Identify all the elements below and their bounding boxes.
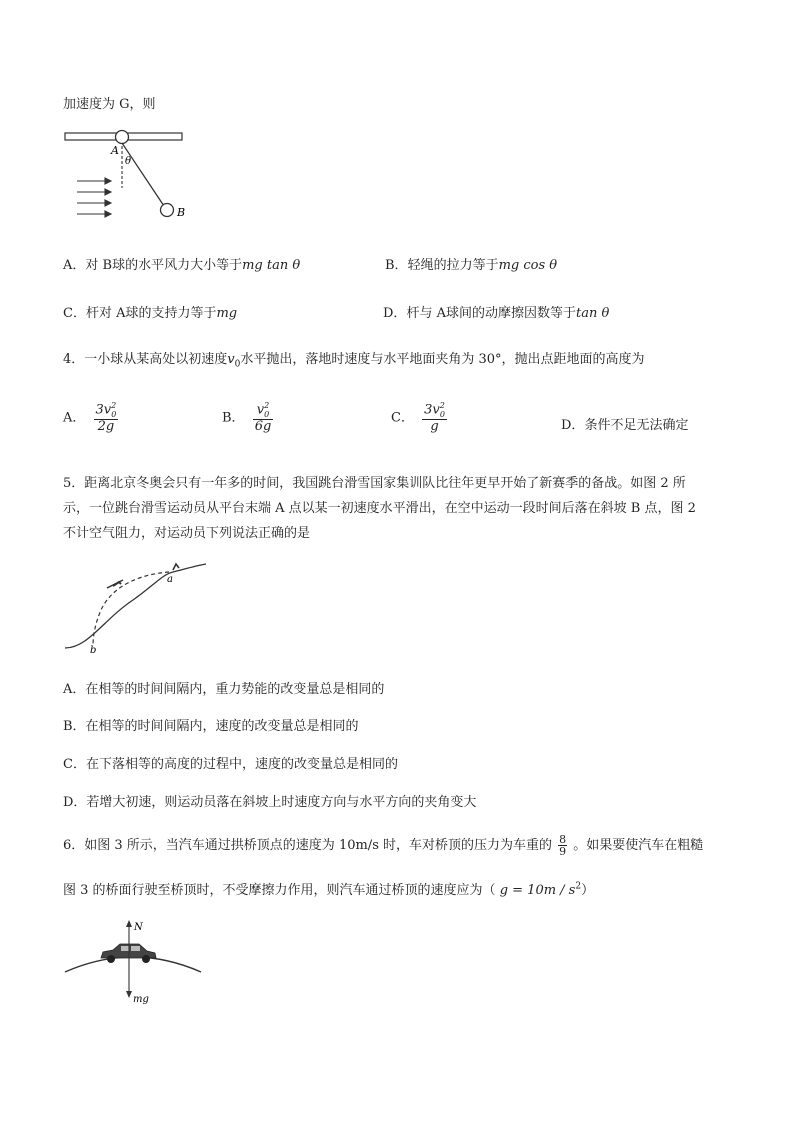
label-b: B: [177, 206, 186, 219]
q4-stem: 4．一小球从某高处以初速度$v_0$水平抛出，落地时速度与水平地面夹角为 30°，抛出点距地面的高度为: [63, 352, 645, 370]
label-theta: θ: [125, 156, 132, 167]
light-string: [122, 143, 166, 209]
label-b: b: [90, 645, 97, 654]
q3-figure: [62, 126, 192, 222]
q4-option-d: D．条件不足无法确定: [561, 418, 689, 433]
q3-option-a: A．对 B球的水平风力大小等于mg tan θ: [63, 258, 301, 273]
q6-line-2: 图 3 的桥面行驶至桥顶时，不受摩擦力作用，则汽车通过桥顶的速度应为（ $g = 10m / s^2$）: [63, 881, 595, 898]
q3-option-b: B．轻绳的拉力等于mg cos θ: [385, 258, 558, 273]
q5-option-a: A．在相等的时间间隔内，重力势能的改变量总是相同的: [63, 682, 385, 697]
q4-option-a: A． $\frac{3v^2_0}{2g}$: [63, 401, 117, 435]
slope-curve: [65, 564, 206, 648]
trajectory-dashed: [93, 572, 169, 646]
q5-figure: [63, 560, 208, 654]
q4-option-b: B． $\frac{v^2_0}{6g}$: [222, 401, 272, 435]
q5-option-d: D．若增大初速，则运动员落在斜坡上时速度方向与水平方向的夹角变大: [63, 795, 477, 810]
q5-stem-line-3: 不计空气阻力，对运动员下列说法正确的是: [63, 526, 311, 541]
skier-at-a-icon: [173, 564, 179, 570]
normal-force-arrow: [126, 920, 132, 927]
label-n: N: [134, 922, 143, 933]
intro-text: 加速度为 G，则: [63, 97, 156, 112]
q6-figure: [63, 920, 203, 1004]
wind-arrows: [77, 178, 111, 217]
q3-option-c: C．杆对 A球的支持力等于mg: [63, 306, 238, 321]
label-a: a: [167, 574, 173, 585]
q4-option-c: C． $\frac{3v^2_0}{g}$: [391, 401, 445, 435]
ball-b: [161, 204, 174, 217]
q3-option-d: D．杆与 A球间的动摩擦因数等于tan θ: [383, 306, 610, 321]
label-mg: mg: [133, 994, 149, 1004]
ring-a: [116, 131, 129, 144]
label-a: A: [111, 144, 119, 157]
q5-stem-line-2: 示，一位跳台滑雪运动员从平台末端 A 点以某一初速度水平滑出，在空中运动一段时间后落在斜坡 B 点，图 2: [63, 501, 696, 516]
q5-option-b: B．在相等的时间间隔内，速度的改变量总是相同的: [63, 719, 359, 734]
q5-stem-line-1: 5．距离北京冬奥会只有一年多的时间，我国跳台滑雪国家集训队比往年更早开始了新赛季的备战。如图 2 所: [63, 476, 686, 491]
q6-line-1: 6．如图 3 所示，当汽车通过拱桥顶点的速度为 10m/s 时，车对桥顶的压力为车重的 $\frac{8}{9}$ 。如果要使汽车在粗糙: [63, 833, 704, 858]
gravity-arrow: [126, 991, 132, 998]
bridge-arch: [65, 957, 201, 972]
q5-option-c: C．在下落相等的高度的过程中，速度的改变量总是相同的: [63, 757, 398, 772]
